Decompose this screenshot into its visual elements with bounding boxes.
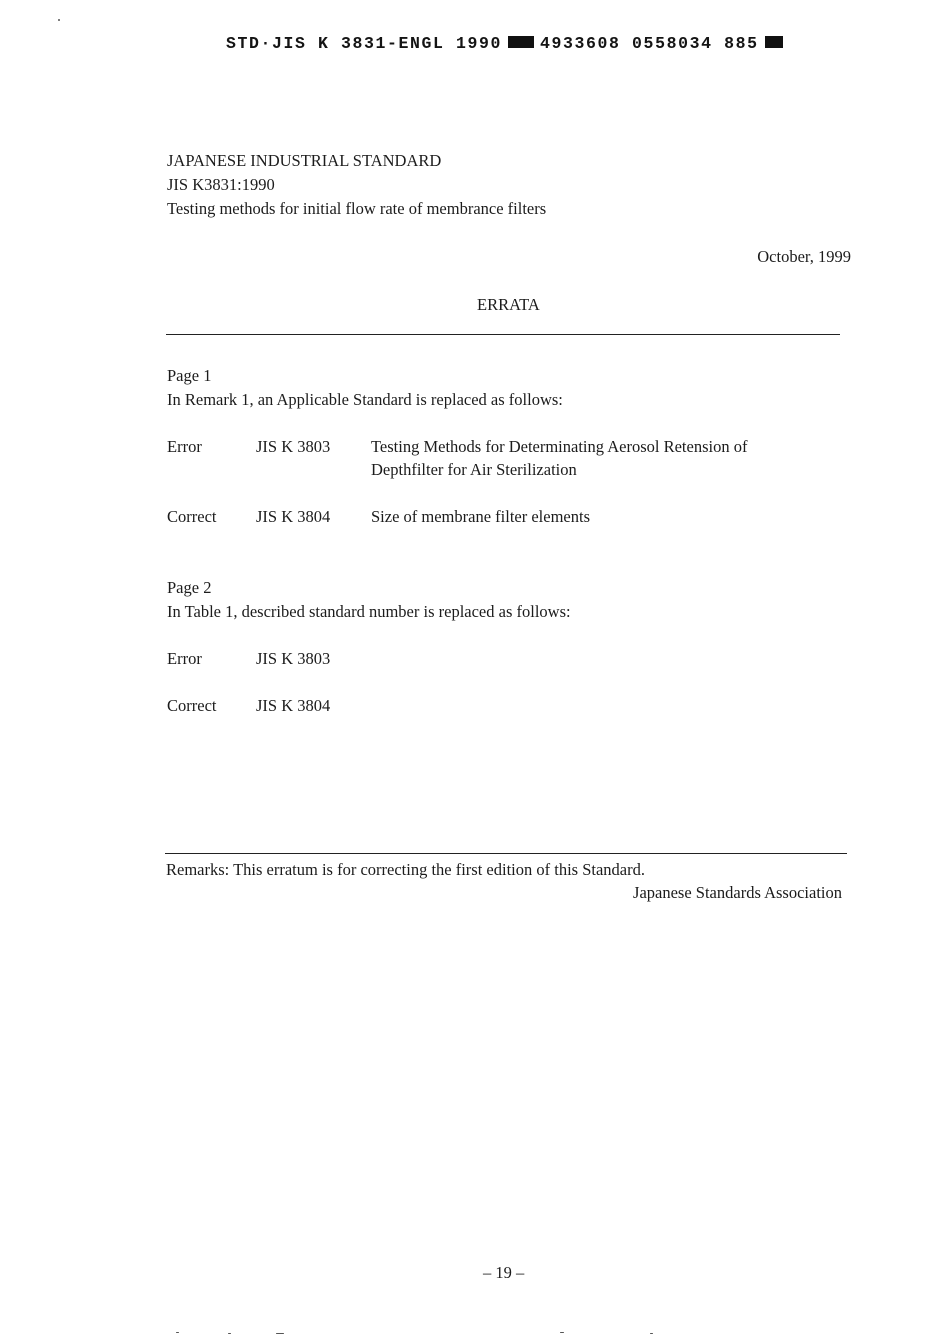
section1-correct-desc: Size of membrane filter elements [371,507,590,526]
errata-heading: ERRATA [477,295,540,314]
standard-title: Testing methods for initial flow rate of membrance filters [167,199,547,218]
section1-intro: In Remark 1, an Applicable Standard is replaced as follows: [167,390,563,409]
errata-date: October, 1999 [757,247,851,266]
stamp-middle-text: 4933608 0558034 885 [540,34,759,53]
document-stamp [226,34,783,53]
remarks-text: Remarks: This erratum is for correcting the first edition of this Standard. [166,860,645,879]
scan-speck [176,1332,179,1333]
bottom-divider [165,853,847,854]
section1-correct-label: Correct [167,507,217,526]
scan-speck [276,1333,284,1334]
redaction-block [508,36,534,48]
section2-error-label: Error [167,649,202,668]
top-divider [166,334,840,335]
section1-error-desc-line2: Depthfilter for Air Sterilization [371,460,577,479]
section2-correct-label: Correct [167,696,217,715]
section1-page: Page 1 [167,366,212,385]
section1-error-desc-line1: Testing Methods for Determinating Aerosol Retension of [371,437,748,456]
scan-speck [650,1333,653,1334]
section2-intro: In Table 1, described standard number is replaced as follows: [167,602,571,621]
section1-error-label: Error [167,437,202,456]
redaction-block-end [765,36,783,48]
section1-error-code: JIS K 3803 [256,437,331,456]
stamp-left-text: STD·JIS K 3831-ENGL 1990 [226,34,503,53]
scan-speck [58,19,60,21]
scan-speck [560,1332,564,1333]
standard-type: JAPANESE INDUSTRIAL STANDARD [167,151,442,170]
page-number: – 19 – [483,1263,525,1282]
section2-page: Page 2 [167,578,212,597]
scan-speck [228,1333,231,1334]
section2-error-code: JIS K 3803 [256,649,331,668]
section2-correct-code: JIS K 3804 [256,696,331,715]
standard-number: JIS K3831:1990 [167,175,275,194]
issuing-body: Japanese Standards Association [633,883,842,902]
section1-correct-code: JIS K 3804 [256,507,331,526]
